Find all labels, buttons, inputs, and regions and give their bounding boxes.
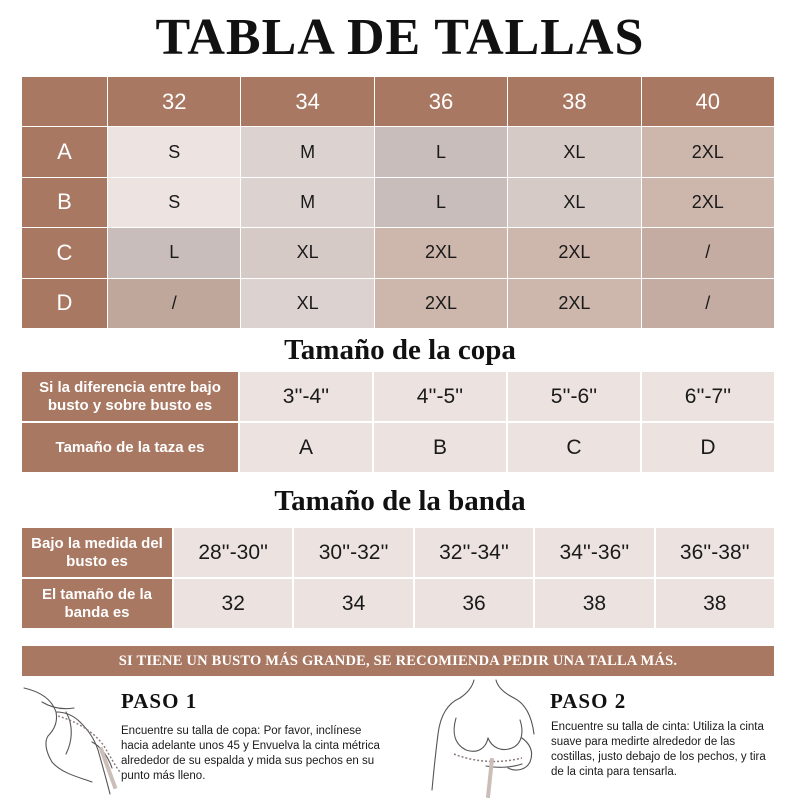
size-cell: S (108, 127, 240, 176)
underbust-label: Bajo la medida del busto es (22, 528, 172, 577)
difference-value: 5''-6'' (508, 372, 640, 421)
band-size-value: 36 (415, 579, 533, 628)
recommendation-banner: SI TIENE UN BUSTO MÁS GRANDE, SE RECOMIENDA PEDIR UNA TALLA MÁS. (22, 646, 774, 676)
size-cell: 2XL (508, 279, 640, 328)
band-size-value: 38 (535, 579, 653, 628)
size-cell: / (108, 279, 240, 328)
band-header: 34 (241, 77, 373, 126)
size-cell: XL (508, 127, 640, 176)
cup-section-title: Tamaño de la copa (284, 334, 516, 366)
difference-value: 6''-7'' (642, 372, 774, 421)
cup-table (22, 372, 774, 472)
underbust-value: 28''-30'' (174, 528, 292, 577)
size-cell: 2XL (508, 228, 640, 277)
underbust-value: 32''-34'' (415, 528, 533, 577)
size-cell: M (241, 178, 373, 227)
cup-value: C (508, 423, 640, 472)
page-title: TABLA DE TALLAS (155, 9, 645, 66)
size-table-corner (22, 77, 107, 126)
step-2-text: Encuentre su talla de cinta: Utiliza la cinta suave para medirte alrededor de las costillas, justo debajo de los pechos, y tira de la cinta para tensarla. (551, 721, 766, 778)
difference-value: 3''-4'' (240, 372, 372, 421)
size-cell: L (375, 178, 507, 227)
size-cell: 2XL (375, 228, 507, 277)
step-1-text: Encuentre su talla de copa: Por favor, inclínese hacia adelante unos 45 y Envuelva la cinta métrica alrededor de su espalda y mida sus pechos en su punto más lleno. (121, 725, 380, 782)
cup-row-header: A (22, 127, 107, 176)
band-header: 38 (508, 77, 640, 126)
size-cell: L (375, 127, 507, 176)
difference-label: Si la diferencia entre bajo busto y sobre busto es (22, 372, 238, 421)
underbust-value: 36''-38'' (656, 528, 774, 577)
band-size-value: 34 (294, 579, 412, 628)
band-header: 32 (108, 77, 240, 126)
cup-row-header: B (22, 178, 107, 227)
size-cell: XL (241, 228, 373, 277)
step-2-title: PASO 2 (550, 689, 627, 713)
cup-row-header: C (22, 228, 107, 277)
cup-row-header: D (22, 279, 107, 328)
cup-value: B (374, 423, 506, 472)
band-size-label: El tamaño de la banda es (22, 579, 172, 628)
cup-value: D (642, 423, 774, 472)
band-size-value: 32 (174, 579, 292, 628)
underbust-value: 34''-36'' (535, 528, 653, 577)
size-cell: 2XL (642, 127, 774, 176)
size-table (22, 77, 774, 328)
cup-label: Tamaño de la taza es (22, 423, 238, 472)
cup-value: A (240, 423, 372, 472)
measure-band-figure-icon (426, 678, 546, 800)
step-1-title: PASO 1 (121, 689, 198, 713)
band-size-value: 38 (656, 579, 774, 628)
band-header: 40 (642, 77, 774, 126)
size-cell: / (642, 279, 774, 328)
size-cell: XL (508, 178, 640, 227)
size-cell: / (642, 228, 774, 277)
underbust-value: 30''-32'' (294, 528, 412, 577)
band-table (22, 528, 774, 628)
size-cell: XL (241, 279, 373, 328)
size-cell: M (241, 127, 373, 176)
difference-value: 4''-5'' (374, 372, 506, 421)
size-cell: L (108, 228, 240, 277)
size-cell: 2XL (642, 178, 774, 227)
size-cell: 2XL (375, 279, 507, 328)
measure-bust-figure-icon (22, 682, 122, 800)
band-section-title: Tamaño de la banda (274, 485, 526, 517)
size-cell: S (108, 178, 240, 227)
band-header: 36 (375, 77, 507, 126)
